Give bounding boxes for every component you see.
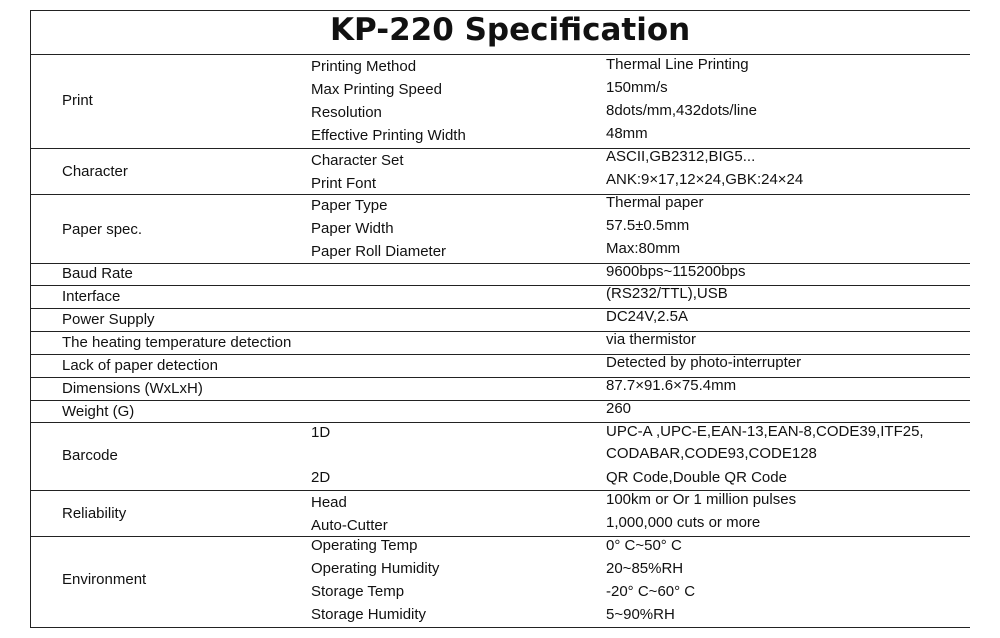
spec-value: DC24V,2.5A (606, 308, 689, 325)
spec-item: 2D (311, 469, 331, 486)
spec-value: 8dots/mm,432dots/line (606, 102, 757, 119)
category-label: Weight (G) (62, 403, 135, 420)
spec-item: Paper Width (311, 220, 394, 237)
spec-item: Max Printing Speed (311, 81, 442, 98)
row-divider (30, 285, 970, 286)
spec-value: 57.5±0.5mm (606, 217, 690, 234)
spec-value: ANK:9×17,12×24,GBK:24×24 (606, 171, 804, 188)
row-divider (30, 536, 970, 537)
row-divider (30, 263, 970, 264)
spec-item: Head (311, 494, 347, 511)
spec-value: -20° C~60° C (606, 583, 696, 600)
spec-value: (RS232/TTL),USB (606, 285, 728, 301)
spec-value: 5~90%RH (606, 606, 675, 623)
spec-value: ASCII,GB2312,BIG5... (606, 148, 756, 165)
table-border-top (30, 10, 970, 11)
category-label: Barcode (62, 447, 118, 464)
category-label: Environment (62, 571, 147, 588)
category-label: Power Supply (62, 311, 155, 328)
spec-value: Max:80mm (606, 240, 681, 257)
spec-value: 260 (606, 400, 632, 417)
spec-item: Resolution (311, 104, 382, 121)
spec-value: 87.7×91.6×75.4mm (606, 377, 737, 394)
spec-value: QR Code,Double QR Code (606, 469, 787, 486)
row-divider (30, 194, 970, 195)
row-divider (30, 331, 970, 332)
spec-value: 150mm/s (606, 79, 668, 96)
spec-value: Detected by photo-interrupter (606, 354, 802, 371)
row-divider (30, 308, 970, 309)
category-label: Baud Rate (62, 265, 133, 282)
row-divider (30, 400, 970, 401)
category-label: The heating temperature detection (62, 334, 292, 351)
spec-item: Operating Temp (311, 537, 418, 554)
spec-value: via thermistor (606, 331, 697, 348)
spec-item: Storage Humidity (311, 606, 427, 623)
category-label: Paper spec. (62, 221, 143, 238)
spec-item: Character Set (311, 152, 404, 169)
row-divider (30, 490, 970, 491)
category-label: Lack of paper detection (62, 357, 218, 374)
category-label: Reliability (62, 505, 127, 522)
spec-value: Thermal paper (606, 194, 704, 211)
spec-item: Auto-Cutter (311, 517, 388, 534)
table-border-bottom (30, 627, 970, 628)
spec-item: Print Font (311, 175, 377, 192)
spec-item: Paper Type (311, 197, 388, 214)
spec-item: Effective Printing Width (311, 127, 466, 144)
category-label: Interface (62, 288, 121, 305)
row-divider (30, 377, 970, 378)
page-title: KP-220 Specification (330, 12, 691, 48)
spec-value: 0° C~50° C (606, 537, 682, 554)
spec-value: 1,000,000 cuts or more (606, 514, 761, 531)
spec-value: 9600bps~115200bps (606, 263, 746, 280)
category-label: Character (62, 163, 128, 180)
spec-item: Storage Temp (311, 583, 405, 600)
row-divider (30, 54, 970, 55)
spec-value: 20~85%RH (606, 560, 684, 577)
row-divider (30, 354, 970, 355)
spec-item: 1D (311, 424, 331, 441)
row-divider (30, 148, 970, 149)
spec-value: Thermal Line Printing (606, 56, 749, 73)
category-label: Print (62, 92, 93, 109)
spec-value: CODABAR,CODE93,CODE128 (606, 445, 817, 462)
spec-item: Paper Roll Diameter (311, 243, 447, 260)
spec-value: UPC-A ,UPC-E,EAN-13,EAN-8,CODE39,ITF25, (606, 423, 924, 440)
category-label: Dimensions (WxLxH) (62, 380, 203, 397)
spec-value: 48mm (606, 125, 648, 142)
spec-item: Operating Humidity (311, 560, 440, 577)
spec-value: 100km or Or 1 million pulses (606, 491, 797, 508)
spec-item: Printing Method (311, 58, 417, 75)
